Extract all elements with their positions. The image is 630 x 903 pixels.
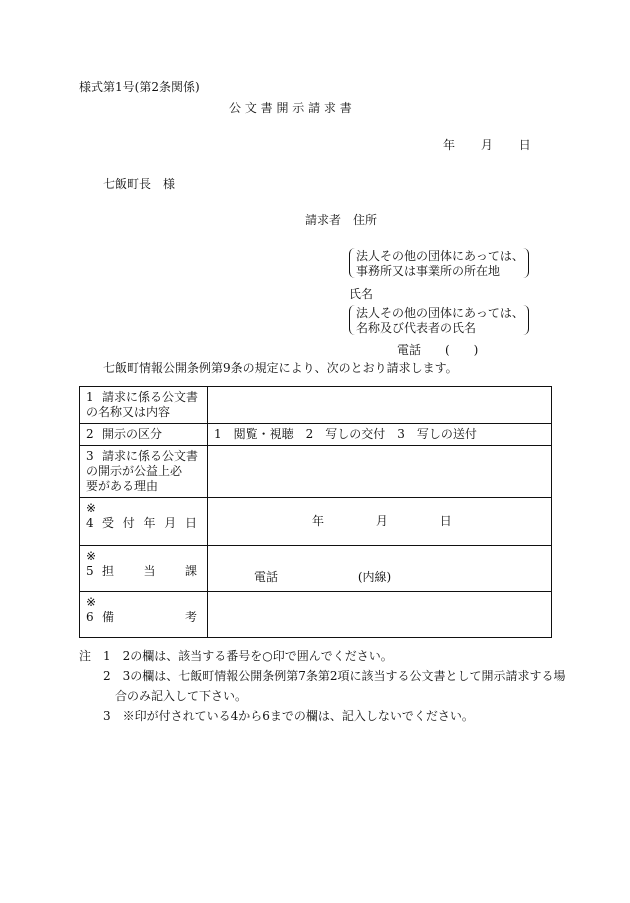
field-department bbox=[208, 546, 552, 592]
note-item: 3 ※印が付されている4から6までの欄は、記入しないでください。 bbox=[103, 709, 474, 723]
date-month: 月 bbox=[480, 138, 493, 152]
requester-address-label: 請求者 住所 bbox=[305, 213, 378, 227]
addressee: 七飯町長 様 bbox=[103, 177, 176, 191]
intro-text: 七飯町情報公開条例第9条の規定により、次のとおり請求します。 bbox=[103, 361, 458, 375]
label-char: 課 bbox=[184, 564, 197, 578]
table-row-department bbox=[80, 546, 552, 592]
note-item-continuation: 合のみ記入して下さい。 bbox=[115, 689, 248, 703]
label-line: 請求に係る公文書 bbox=[102, 449, 199, 463]
table-row-public-interest bbox=[80, 446, 552, 498]
label-remarks bbox=[80, 592, 208, 638]
document-title: 公 文 書 開 示 請 求 書 bbox=[229, 101, 352, 115]
department-phone: 電話 bbox=[254, 570, 279, 584]
label-char: 担 bbox=[102, 564, 115, 578]
label-department bbox=[80, 546, 208, 592]
row-number: 1 bbox=[86, 390, 94, 404]
notes-prefix: 注 bbox=[79, 649, 92, 663]
requester-phone: 電話 ( ) bbox=[397, 343, 479, 357]
field-receipt-date bbox=[208, 498, 552, 546]
label-char: 当 bbox=[143, 564, 156, 578]
corp-note-name-line1: 法人その他の団体にあっては、 bbox=[356, 306, 524, 320]
label-char: 年 bbox=[143, 516, 156, 530]
corp-note-address-line1: 法人その他の団体にあっては、 bbox=[356, 249, 524, 263]
field-public-interest[interactable] bbox=[208, 446, 552, 498]
row-number: 3 bbox=[86, 449, 94, 463]
office-use-mark: ※ bbox=[86, 549, 97, 563]
receipt-year: 年 bbox=[312, 514, 325, 528]
form-number: 様式第1号(第2条関係) bbox=[79, 80, 200, 94]
note-item: 2 3の欄は、七飯町情報公開条例第7条第2項に該当する公文書として開示請求する場 bbox=[103, 669, 566, 683]
department-extension: (内線) bbox=[357, 570, 392, 584]
receipt-month: 月 bbox=[375, 514, 388, 528]
label-char: 日 bbox=[184, 516, 197, 530]
row-number: 6 bbox=[86, 610, 94, 624]
note-item: 注 1 2の欄は、該当する番号を○印で囲んでください。 bbox=[79, 646, 559, 666]
field-remarks bbox=[208, 592, 552, 638]
row-number: 4 bbox=[86, 516, 94, 530]
label-char: 考 bbox=[184, 610, 197, 624]
date-line bbox=[443, 138, 531, 152]
label-receipt-date bbox=[80, 498, 208, 546]
field-disclosure-type[interactable]: 1 閲覧・視聴 2 写しの交付 3 写しの送付 bbox=[208, 424, 552, 446]
label-line: の開示が公益上必 bbox=[86, 464, 183, 478]
label-char: 受 bbox=[102, 516, 115, 530]
label-document-name bbox=[80, 387, 208, 424]
label-line: 請求に係る公文書 bbox=[102, 390, 199, 404]
date-year: 年 bbox=[443, 138, 456, 152]
label-text: 開示の区分 bbox=[102, 427, 163, 441]
field-document-name[interactable] bbox=[208, 387, 552, 424]
requester-name-label: 氏名 bbox=[349, 287, 374, 301]
table-row-disclosure-type bbox=[80, 424, 552, 446]
label-char: 備 bbox=[102, 610, 115, 624]
row-number: 5 bbox=[86, 564, 94, 578]
table-row-document-name bbox=[80, 387, 552, 424]
label-line: 要がある理由 bbox=[86, 479, 159, 493]
label-char: 月 bbox=[164, 516, 177, 530]
date-day: 日 bbox=[518, 138, 531, 152]
office-use-mark: ※ bbox=[86, 595, 97, 609]
table-row-remarks bbox=[80, 592, 552, 638]
label-public-interest bbox=[80, 446, 208, 498]
table-row-receipt-date bbox=[80, 498, 552, 546]
notes-section bbox=[79, 646, 566, 726]
label-line: の名称又は内容 bbox=[86, 405, 171, 419]
corp-note-address-line2: 事務所又は事業所の所在地 bbox=[356, 264, 501, 278]
corp-note-name-line2: 名称及び代表者の氏名 bbox=[356, 321, 477, 335]
label-disclosure-type bbox=[80, 424, 208, 446]
office-use-mark: ※ bbox=[86, 501, 97, 515]
receipt-day: 日 bbox=[439, 514, 452, 528]
row-number: 2 bbox=[86, 427, 94, 441]
label-char: 付 bbox=[122, 516, 135, 530]
request-form-table bbox=[79, 386, 552, 638]
